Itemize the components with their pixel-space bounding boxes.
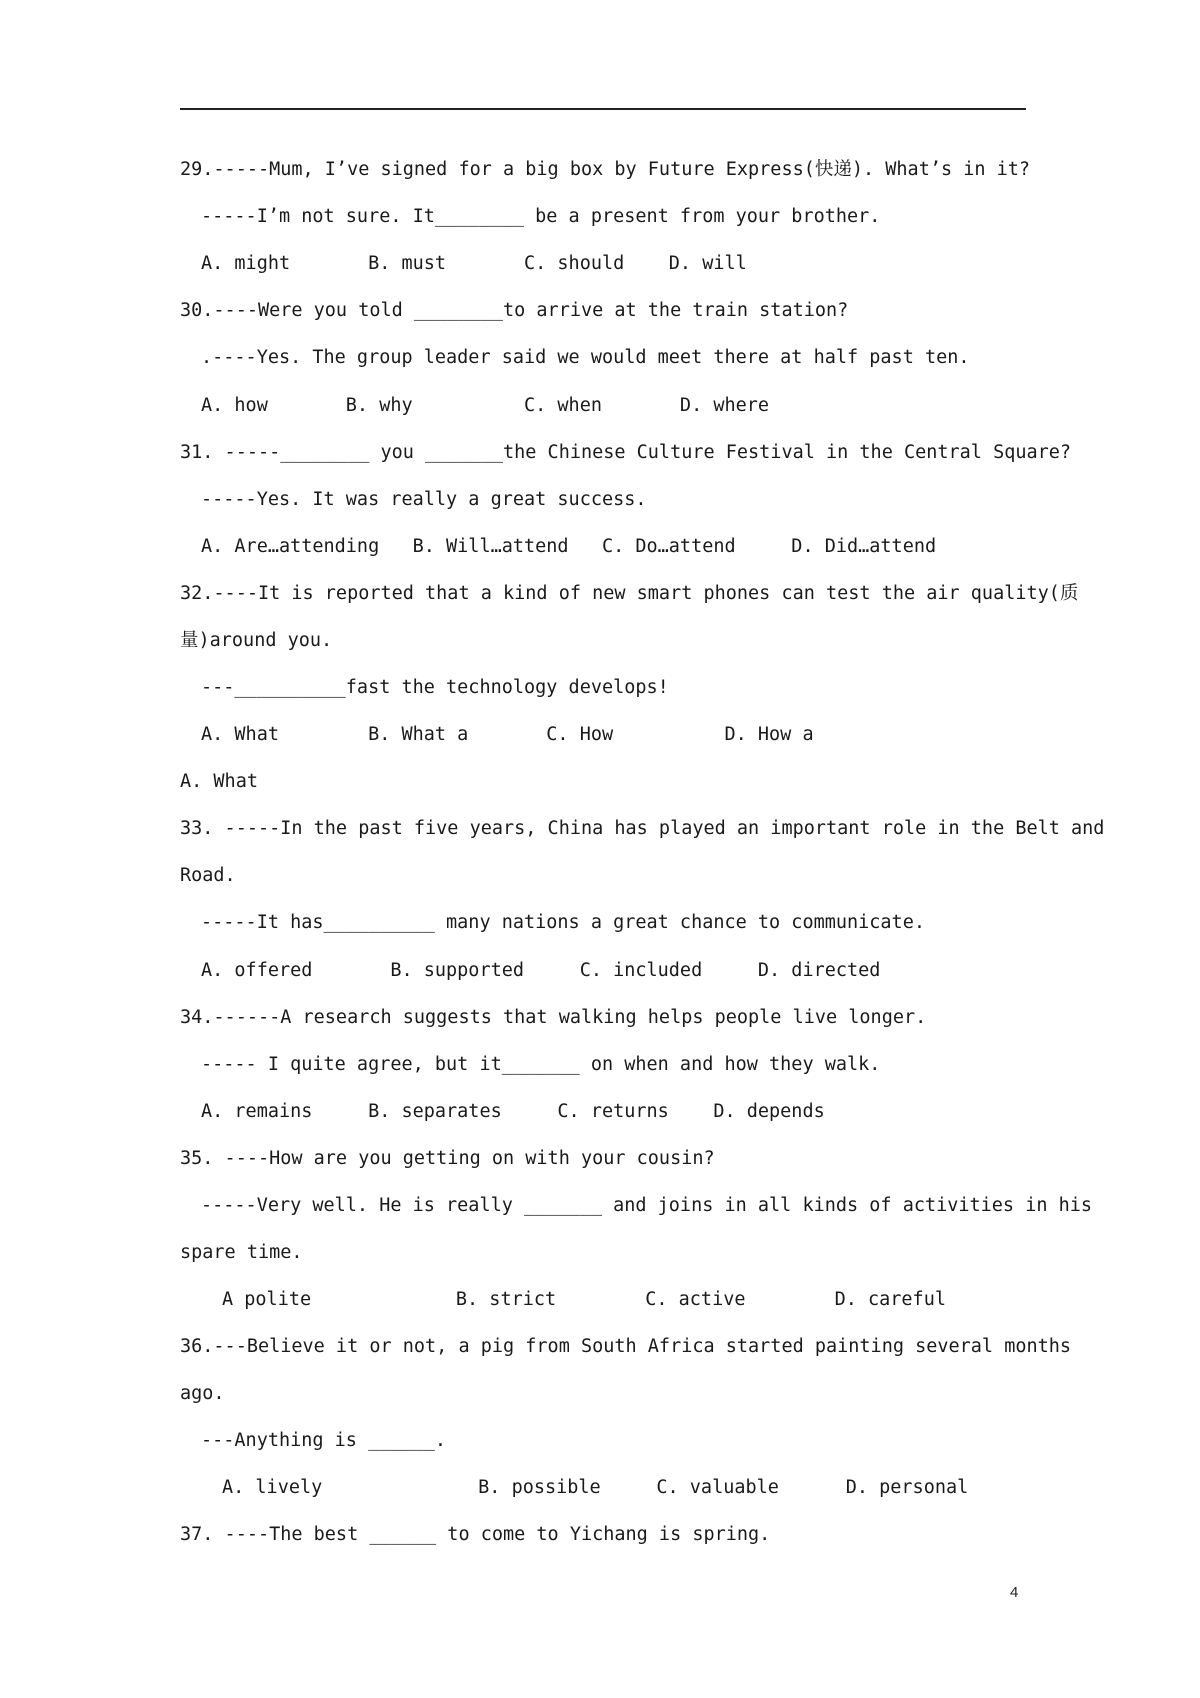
q30-answer: .----Yes. The group leader said we would meet there at half past ten.	[201, 347, 970, 368]
q33-options: A. offered B. supported C. included D. directed	[201, 960, 881, 981]
q29-question: 29.-----Mum, I’ve signed for a big box by Future Express(快递). What’s in it?	[180, 159, 1031, 180]
q32-answer: ---__________fast the technology develops!	[201, 677, 669, 698]
q35-question: 35. ----How are you getting on with your cousin?	[180, 1148, 715, 1169]
q35-answer: -----Very well. He is really _______ and joins in all kinds of activities in his	[201, 1195, 1093, 1216]
q35-options: A polite B. strict C. active D. careful	[222, 1289, 946, 1310]
q30-question: 30.----Were you told ________to arrive at the train station?	[180, 300, 849, 321]
q29-options: A. might B. must C. should D. will	[201, 253, 747, 274]
q32-options: A. What B. What a C. How D. How a	[201, 724, 814, 745]
q34-options: A. remains B. separates C. returns D. depends	[201, 1101, 825, 1122]
q37-question: 37. ----The best ______ to come to Yichang is spring.	[180, 1524, 771, 1545]
header-rule	[180, 108, 1026, 110]
q32-question-cont: 量)around you.	[180, 630, 333, 651]
q36-answer: ---Anything is ______.	[201, 1430, 447, 1451]
page-number: 4	[1010, 1584, 1019, 1601]
q35-answer-cont: spare time.	[180, 1242, 303, 1263]
q33-answer: -----It has__________ many nations a great chance to communicate.	[201, 912, 925, 933]
q34-question: 34.------A research suggests that walking helps people live longer.	[180, 1007, 927, 1028]
q33-question-cont: Road.	[180, 865, 236, 886]
q36-options: A. lively B. possible C. valuable D. personal	[222, 1477, 969, 1498]
q34-answer: ----- I quite agree, but it_______ on when and how they walk.	[201, 1054, 881, 1075]
q30-options: A. how B. why C. when D. where	[201, 395, 770, 416]
q31-answer: -----Yes. It was really a great success.	[201, 489, 647, 510]
q31-options: A. Are…attending B. Will…attend C. Do…attend D. Did…attend	[201, 536, 937, 557]
q29-answer: -----I’m not sure. It________ be a present from your brother.	[201, 206, 881, 227]
q33-question: 33. -----In the past five years, China has played an important role in the Belt and	[180, 818, 1105, 839]
q36-question: 36.---Believe it or not, a pig from South Africa started painting several months	[180, 1336, 1072, 1357]
q36-question-cont: ago.	[180, 1383, 225, 1404]
q32-key: A. What	[180, 771, 258, 792]
q31-question: 31. -----________ you _______the Chinese Culture Festival in the Central Square?	[180, 442, 1072, 463]
q32-question: 32.----It is reported that a kind of new smart phones can test the air quality(质	[180, 583, 1079, 604]
